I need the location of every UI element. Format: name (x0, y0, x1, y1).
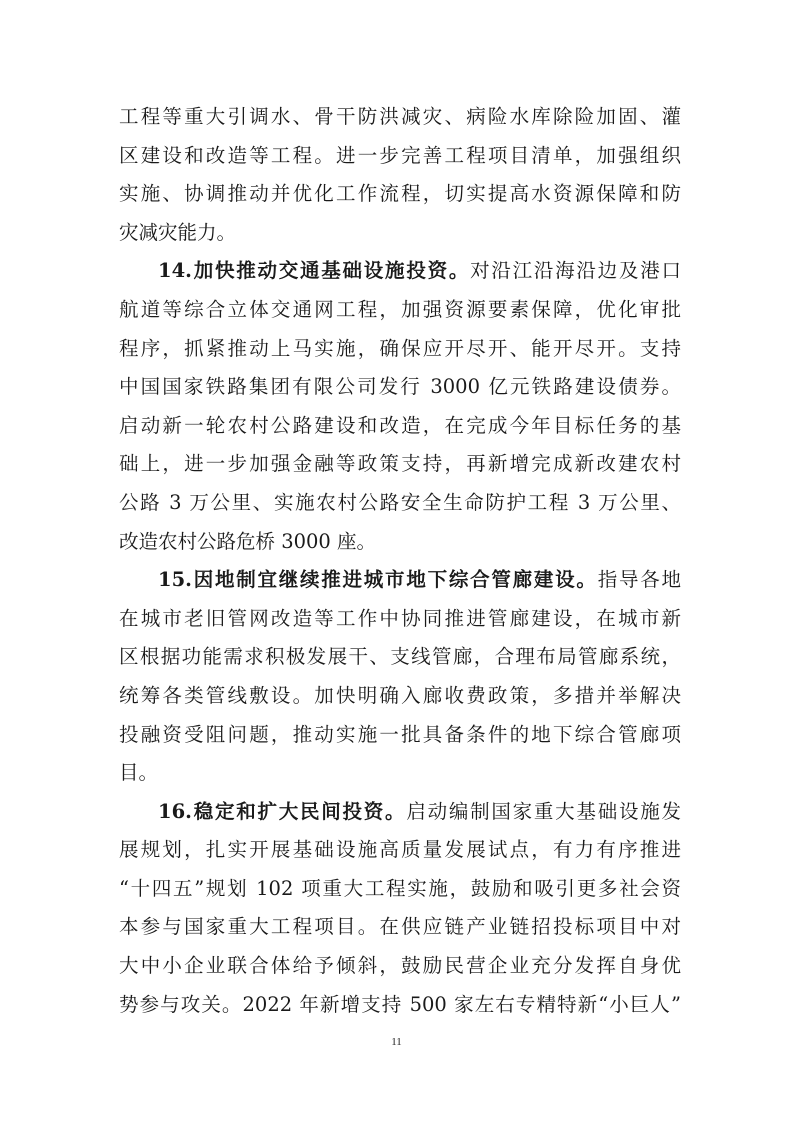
text-line: 本参与国家重大工程项目。在供应链产业链招投标项目中对 (119, 915, 681, 939)
text-line: 础上，进一步加强金融等政策支持，再新增完成新改建农村 (119, 452, 681, 476)
paragraph-14-transport (119, 252, 681, 561)
text-line: 程序，抓紧推动上马实施，确保应开尽开、能开尽开。支持 (119, 336, 681, 360)
text-line: 区建设和改造等工程。进一步完善工程项目清单，加强组织 (119, 143, 681, 167)
text-line: 目。 (119, 761, 159, 785)
text-run: 对沿江沿海沿边及港口 (470, 259, 681, 283)
text-line: 灾减灾能力。 (119, 220, 237, 244)
section-heading-14: 14.加快推动交通基础设施投资。 (158, 259, 471, 283)
text-line: 中国国家铁路集团有限公司发行 3000 亿元铁路建设债券。 (119, 375, 681, 399)
section-heading-15: 15.因地制宜继续推进城市地下综合管廊建设。 (158, 568, 598, 592)
text-run: 启动编制国家重大基础设施发 (406, 799, 681, 823)
text-line: 势参与攻关。2022 年新增支持 500 家左右专精特新“小巨人” (119, 992, 681, 1016)
text-line: “十四五”规划 102 项重大工程实施，鼓励和吸引更多社会资 (119, 876, 681, 900)
text-line: 在城市老旧管网改造等工作中协同推进管廊建设，在城市新 (119, 606, 681, 630)
text-line: 启动新一轮农村公路建设和改造，在完成今年目标任务的基 (119, 413, 681, 437)
text-line: 大中小企业联合体给予倾斜，鼓励民营企业充分发挥自身优 (119, 954, 681, 978)
text-line: 航道等综合立体交通网工程，加强资源要素保障，优化审批 (119, 297, 681, 321)
section-heading-16: 16.稳定和扩大民间投资。 (158, 799, 407, 823)
text-run: 指导各地 (597, 568, 681, 592)
paragraph-16-private-investment (119, 793, 681, 1025)
paragraph-15-pipe-gallery (119, 561, 681, 793)
text-line (119, 252, 681, 291)
text-line: 工程等重大引调水、骨干防洪减灾、病险水库除险加固、灌 (119, 105, 681, 128)
text-line (119, 793, 681, 832)
page-number: 11 (391, 1036, 402, 1048)
text-line: 实施、协调推动并优化工作流程，切实提高水资源保障和防 (119, 182, 681, 206)
body-text (119, 98, 681, 1024)
text-line: 区根据功能需求积极发展干、支线管廊，合理布局管廊系统， (119, 645, 681, 669)
text-line: 改造农村公路危桥 3000 座。 (119, 529, 377, 553)
paragraph-water-projects (119, 98, 681, 252)
text-line: 展规划，扎实开展基础设施高质量发展试点，有力有序推进 (119, 838, 681, 862)
text-line: 投融资受阻问题，推动实施一批具备条件的地下综合管廊项 (119, 722, 681, 746)
text-line (119, 561, 681, 600)
text-line: 统筹各类管线敷设。加快明确入廊收费政策，多措并举解决 (119, 683, 681, 707)
text-line: 公路 3 万公里、实施农村公路安全生命防护工程 3 万公里、 (119, 490, 681, 514)
